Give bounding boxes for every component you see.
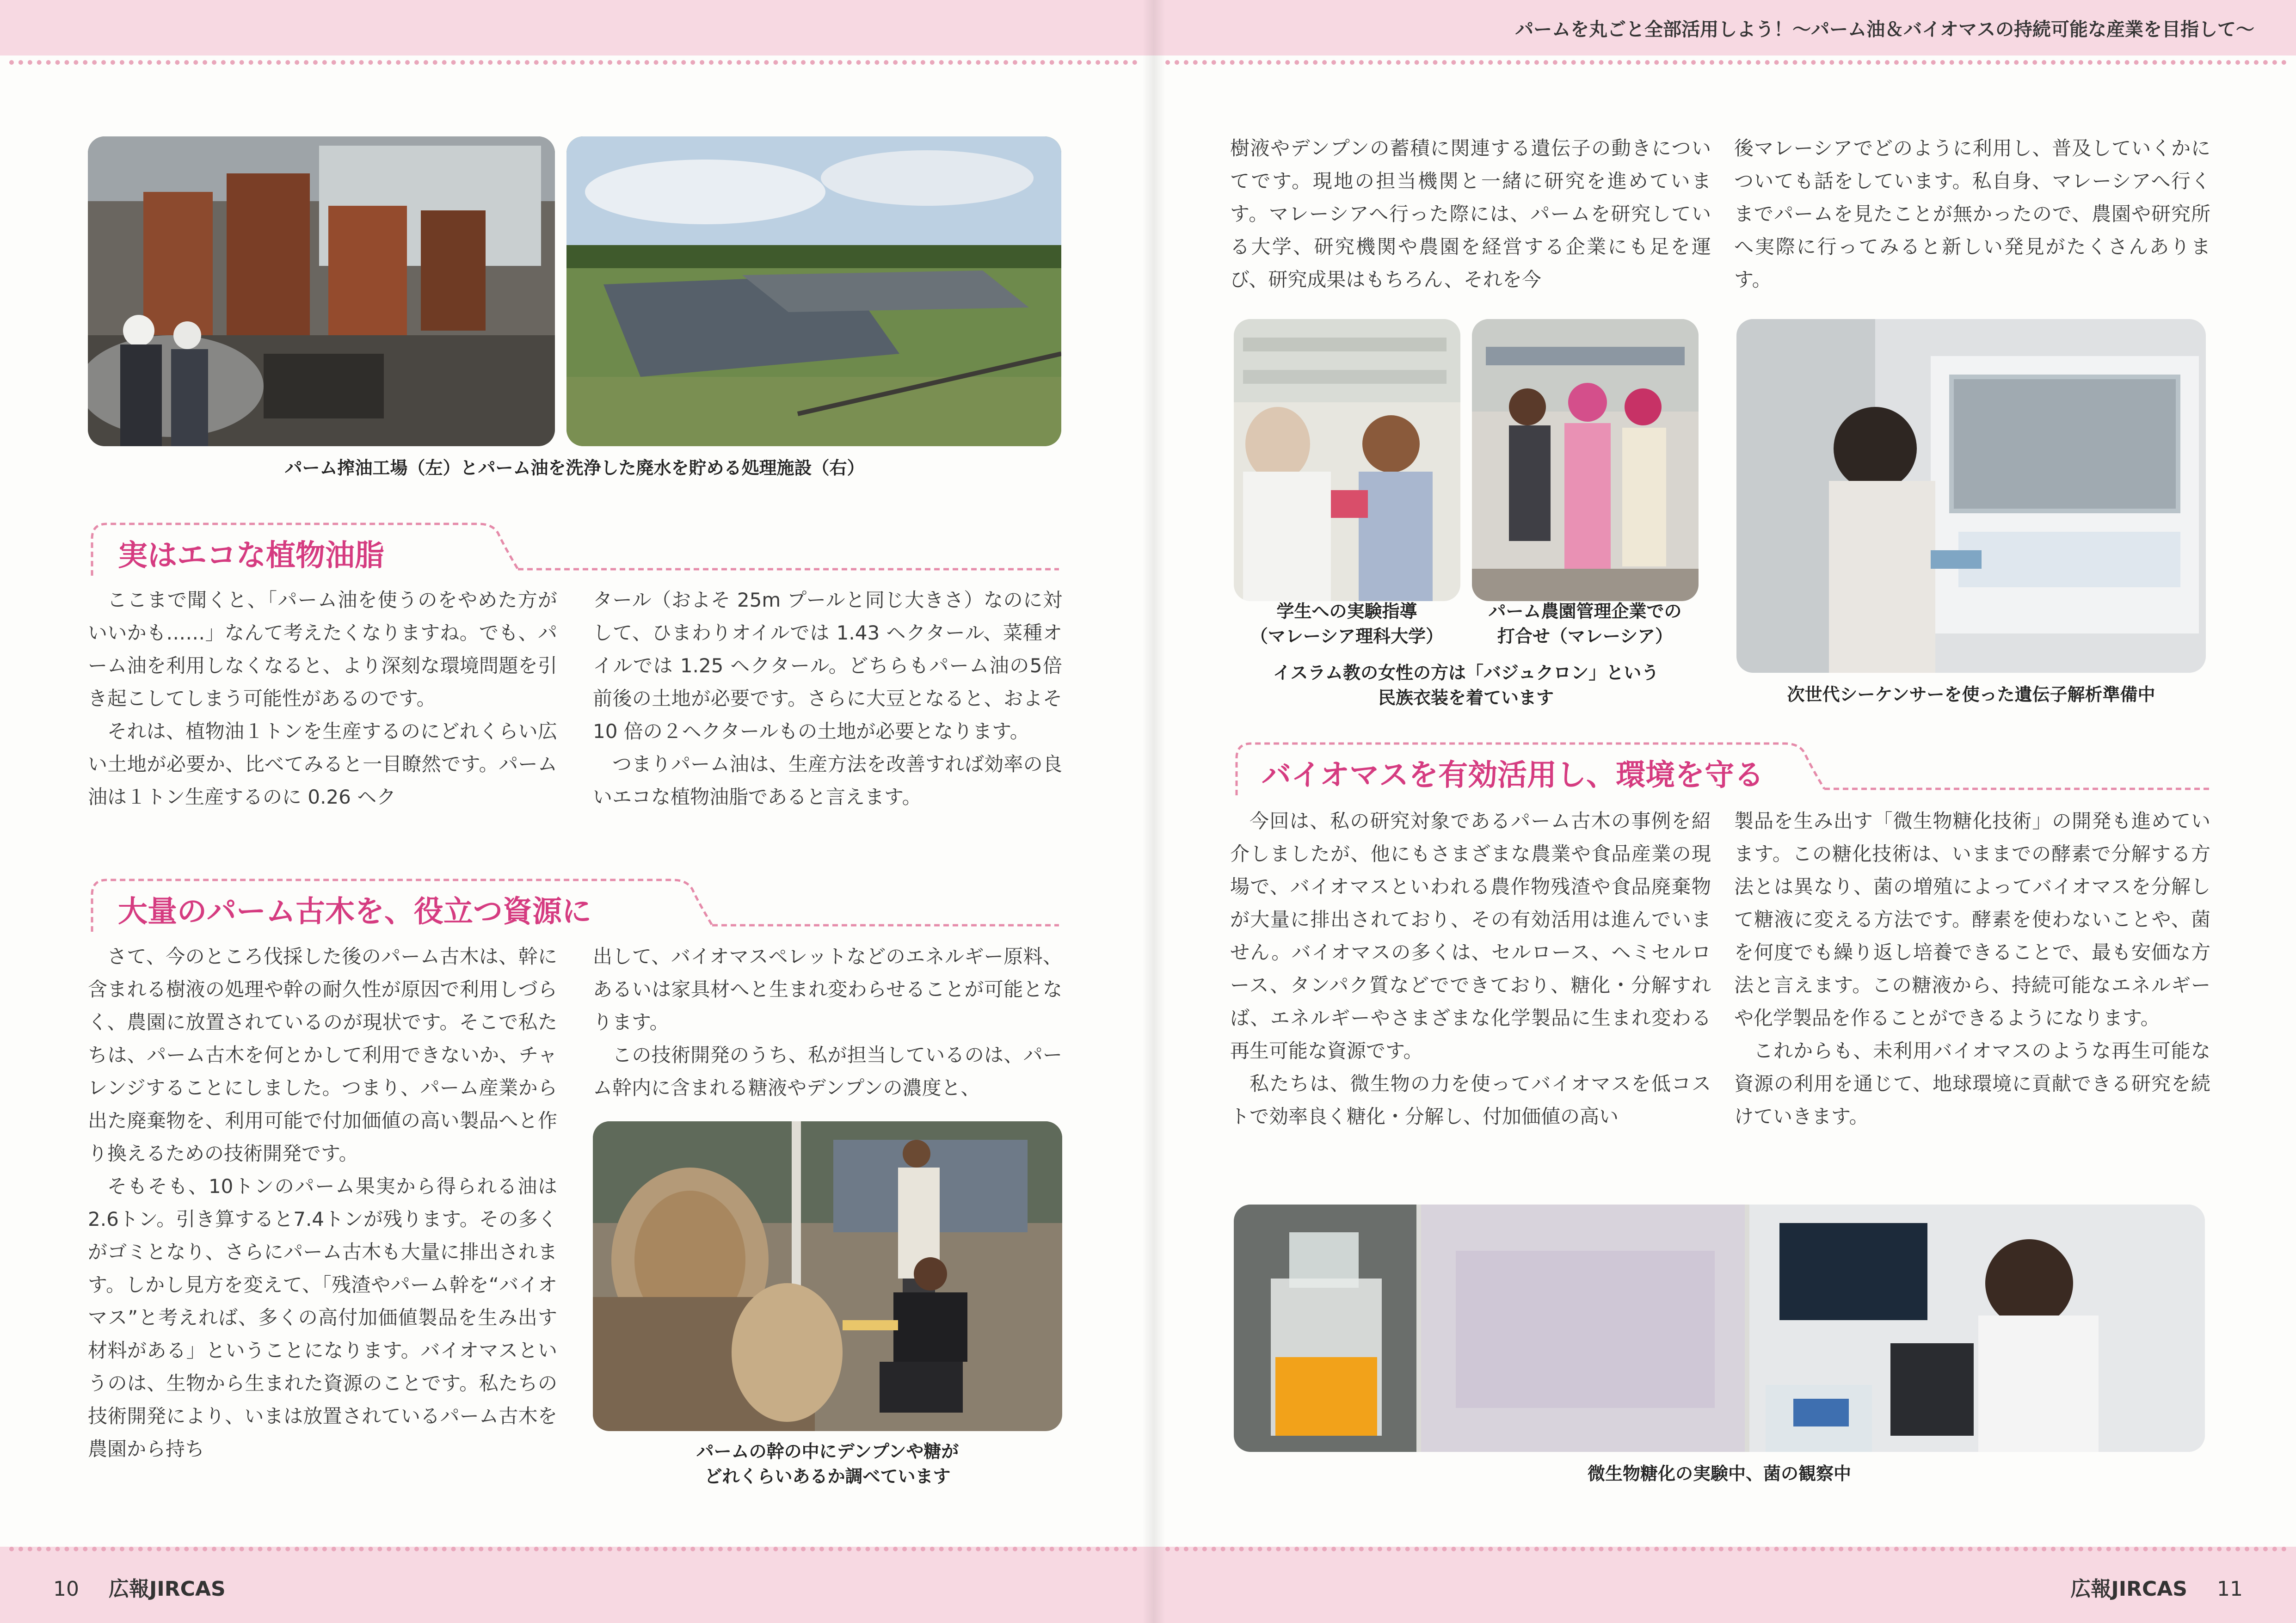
top-dotted-rule-left <box>9 60 1138 65</box>
caption-line: パームの幹の中にデンプンや糖が <box>696 1441 959 1462</box>
page-number-right: 11 <box>2217 1577 2243 1601</box>
caption-company-meeting <box>1468 599 1702 649</box>
section1-column-1 <box>88 584 557 813</box>
caption-line: （マレーシア理科大学） <box>1250 626 1444 646</box>
caption-baju-kurung-note <box>1230 660 1702 710</box>
caption-line: 学生への実験指導 <box>1276 601 1417 621</box>
photo-wastewater-pond <box>566 136 1061 446</box>
paragraph: 製品を生み出す「微生物糖化技術」の開発も進めています。この糖化技術は、いままでの酵素で分解する方法とは異なり、菌の増殖によってバイオマスを分解して糖液に変える方法です。酵素を使わないことや、菌を何度でも繰り返し培養できることで、最も安価な方法と言えます。この糖液から、持続可能なエネルギーや化学製品を作ることができるようになります。 <box>1734 810 2210 1029</box>
paragraph: それは、植物油１トンを生産するのにどれくらい広い土地が必要か、比べてみると一目瞭然です。パーム油は１トン生産するのに 0.26 ヘク <box>88 720 557 808</box>
caption-line: 打合せ（マレーシア） <box>1497 626 1673 646</box>
paragraph: 樹液やデンプンの蓄積に関連する遺伝子の動きについてです。現地の担当機関と一緒に研究を進めています。マレーシアへ行った際には、パームを研究している大学、研究機関や農園を経営する企業にも足を運び、研究成果はもちろん、それを今 <box>1230 137 1711 291</box>
publication-name-right: 広報JIRCAS <box>2070 1577 2187 1601</box>
photo-palm-trunk-sampling <box>593 1121 1062 1431</box>
intro-column-1 <box>1230 132 1711 296</box>
photo-microbial-saccharification <box>1234 1205 2205 1452</box>
caption-line: イスラム教の女性の方は「バジュクロン」という <box>1273 663 1659 683</box>
footer-left <box>53 1572 226 1602</box>
photo-next-gen-sequencer <box>1736 319 2206 673</box>
paragraph: この技術開発のうち、私が担当しているのは、パーム幹内に含まれる糖液やデンプンの濃度と、 <box>593 1044 1062 1099</box>
paragraph: タール（およそ 25m プールと同じ大きさ）なのに対して、ひまわりオイルでは 1.43 ヘクタール、菜種オイルでは 1.25 ヘクタール。どちらもパーム油の5倍前後の土地が必要です。さらに大豆となると、およそ 10 倍の２ヘクタールもの土地が必要となります。 <box>593 589 1062 743</box>
paragraph: 私たちは、微生物の力を使ってバイオマスを低コストで効率良く糖化・分解し、付加価値の高い <box>1230 1072 1711 1128</box>
section3-column-2 <box>1734 805 2210 1133</box>
caption-top-photos: パーム搾油工場（左）とパーム油を洗浄した廃水を貯める処理施設（右） <box>284 458 865 478</box>
caption-microbe-observation: 微生物糖化の実験中、菌の観察中 <box>1587 1463 1851 1484</box>
caption-line: パーム農園管理企業での <box>1488 601 1682 621</box>
section3-column-1 <box>1230 805 1711 1133</box>
heading-eco-oil: 実はエコな植物油脂 <box>118 539 384 573</box>
paragraph: そもそも、10トンのパーム果実から得られる油は2.6トン。引き算すると7.4トンが残ります。その多くがゴミとなり、さらにパーム古木も大量に排出されます。しかし見方を変えて、「残渣やパーム幹を“バイオマス”と考えれば、多くの高付加価値製品を生み出す材料がある」ということになります。バイオマスというのは、生物から生まれた資源のことです。私たちの技術開発により、いまは放置されているパーム古木を農園から持ち <box>88 1175 557 1460</box>
publication-name-left: 広報JIRCAS <box>109 1577 226 1601</box>
section2-column-1 <box>88 940 557 1465</box>
photo-plantation-company-meeting <box>1472 319 1699 601</box>
bottom-dotted-rule-left <box>9 1547 1138 1551</box>
intro-column-2 <box>1734 132 2210 296</box>
paragraph: 出して、バイオマスペレットなどのエネルギー原料、あるいは家具材へと生まれ変わらせることが可能となります。 <box>593 945 1062 1033</box>
section2-column-2 <box>593 940 1062 1104</box>
paragraph: ここまで聞くと、「パーム油を使うのをやめた方がいいかも……」なんて考えたくなりますね。でも、パーム油を利用しなくなると、より深刻な環境問題を引き起こしてしまう可能性があるのです。 <box>88 589 557 710</box>
caption-palm-trunk-photo <box>593 1439 1062 1489</box>
spine-shadow <box>1142 0 1165 1623</box>
heading-palm-trunks: 大量のパーム古木を、役立つ資源に <box>118 895 591 929</box>
running-title: パームを丸ごと全部活用しよう！〜パーム油＆バイオマスの持続可能な産業を目指して〜 <box>1515 19 2254 40</box>
photo-student-lab-instruction <box>1234 319 1460 601</box>
paragraph: つまりパーム油は、生産方法を改善すれば効率の良いエコな植物油脂であると言えます。 <box>593 753 1062 808</box>
paragraph: これからも、未利用バイオマスのような再生可能な資源の利用を通じて、地球環境に貢献できる研究を続けていきます。 <box>1734 1039 2210 1128</box>
caption-lab-instruction <box>1230 599 1464 649</box>
section1-column-2 <box>593 584 1062 813</box>
heading-biomass: バイオマスを有効活用し、環境を守る <box>1262 758 1764 793</box>
photo-palm-oil-mill <box>88 136 555 446</box>
bottom-dotted-rule-right <box>1165 1547 2287 1551</box>
caption-line: 民族衣装を着ています <box>1378 688 1554 708</box>
top-dotted-rule-right <box>1165 60 2287 65</box>
paragraph: 今回は、私の研究対象であるパーム古木の事例を紹介しましたが、他にもさまざまな農業や食品産業の現場で、バイオマスといわれる農作物残渣や食品廃棄物が大量に排出されており、その有効活用は進んでいません。バイオマスの多くは、セルロース、ヘミセルロース、タンパク質などでできており、糖化・分解すれば、エネルギーやさまざまな化学製品に生まれ変わる再生可能な資源です。 <box>1230 810 1711 1062</box>
page-number-left: 10 <box>53 1577 79 1601</box>
footer-right <box>2070 1572 2243 1602</box>
paragraph: 後マレーシアでどのように利用し、普及していくかについても話をしています。私自身、マレーシアへ行くまでパームを見たことが無かったので、農園や研究所へ実際に行ってみると新しい発見がたくさんあります。 <box>1734 137 2210 291</box>
caption-line: どれくらいあるか調べています <box>704 1466 951 1487</box>
caption-sequencer: 次世代シーケンサーを使った遺伝子解析準備中 <box>1787 684 2155 705</box>
paragraph: さて、今のところ伐採した後のパーム古木は、幹に含まれる樹液の処理や幹の耐久性が原因で利用しづらく、農園に放置されているのが現状です。そこで私たちは、パーム古木を何とかして利用できないか、チャレンジすることにしました。つまり、パーム産業から出た廃棄物を、利用可能で付加価値の高い製品へと作り換えるための技術開発です。 <box>88 945 557 1165</box>
